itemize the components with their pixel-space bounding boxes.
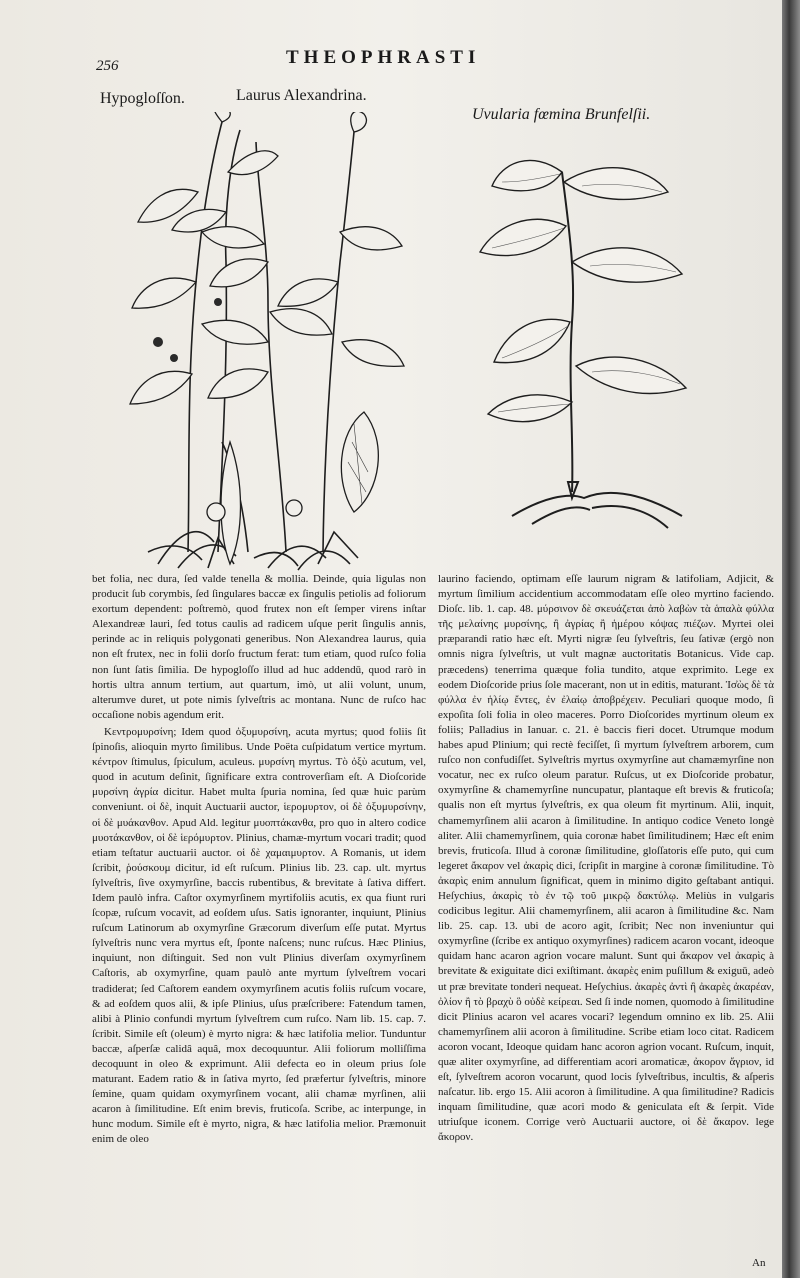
paragraph: laurino faciendo, optimam eſſe laurum nigram & latifoliam, Adjicit, & myrtum ſimilium accidentium accommodatam eſſe oleo myrtino faciendo. Dioſc. lib. 1. cap. 48. μύρσινον δὲ σκευάζεται ἀπὸ λαβὼν τὰ ἁπαλὰ φύλλα τῆς μελαίνης μυρσίνης, ἢ ἀγρίας ἢ ἡμέρου κόψας πιέζων. Myrtei olei præparandi ratio hæc eſt. Myrti nigræ ſeu ſylveſtris, ſeu ſativæ (ergò non omnis nigra ſylveſtris, ut vult magnæ auctoritatis Botanicus. Vide cap. præcedens) tenerrima quæque folia tundito, atque exprimito. Lege ex eodem Dioſcoride prius ſole macerant, non ut in editis, maturant. Ἰσ̓ὼς δὲ τὰ φύλλα ἐν ἡλίῳ ἔντες, ἐν ἐλαίῳ ἀποβρέχειν. Peculiari quoque modo, ſi expoſita ſoli folia in oleo maceres. Porro Dioſcorides myrtinum oleum ex foliis; Palladius in Ianuar. c. 21. è baccis fieri docet. Utrumque modum habes apud Plinium; qui rectè feciſſet, ſi myrtum ſylveſtrem arborem, cum ruſco non confudiſſet. Sylveſtris myrtus oxymyrſine aut chamæmyrſine non vocatur, nec ex ruſco oleum paratur. Ruſcus, ut ex Dioſcoride probatur, oxymyrſine & chamemyrſine nuncupatur, plantaque eſt brevis & fruticoſa; qualis non eſt myrtus ſylveſtris, ex qua oleum fit myrtinum. Alii, inquit, chamemyrſinem alii acaron à ſimilitudine. In antiquo codice Veneto longè aliter. Alii chamemyrſinem, quia coronæ habet ſimilitudinem; Hæc eſt enim brevis, fruticoſa. Illud à coronæ ſimilitudine, gloſſatoris eſſe puto, qui cum legeret ἄκαρον vel ἀκαρὶς dici, ſcripſit in margine à coronæ ſimilitudine. Τὸ ἀκαρὶς enim annulum ſignificat, quem in minimo digito geſtabant antiqui. Heſychius, ἀκαρὶς τὸ ἐν τῷ τοῦ μικρῷ δακτύλῳ. Meliùs in vulgaris codicibus legitur. Alii chamemyrſinem, alii acaron à ſimilitudine &c. Nam lib. 25. cap. 13. ubi de acoro agit, ſcribit; Nec non inveniuntur qui oxymyrſine (ſcribe ex antiquo oxymyrſines) radicem acaron vocant, ideoque quidam hanc acaron agrion vocare malunt. Sunt qui ἄκαρον vel ἀκαρὶς à brevitate & exiguitate dici exiſtimant. ἀκαρὲς enim puſillum & exiguū, adeò ut præ brevitate tonderi nequeat. Heſychius. ἀκαρὲς ἀντὶ ἢ ἀκαρὲς ἀκαρέαν, ὀλίον ἢ τὸ βραχὺ ὃ οὐδὲ κείρεαι. Sed ſi inde nomen, quomodo à ſimilitudine dicit Plinius acaron vel acares vocari? legendum omnino ex lib. 25. Alii chamemyrſinem alii acoron à ſimilitudine. Scribe etiam loco citat. Radicem acoron vocant, Ideoque quidam hanc acoron agrion vocant. Ruſcum, inquit, quæ aliter oxymyrſine, ad differentiam acori aromaticæ, ἀκορον ἄγριον, id eſt, ſylveſtrem acoron vocarunt, quod locis ſylveſtribus, incultis, & aſperis naſcatur. lib. ergo 15. Alii acoron à ſimilitudine. A qua ſimilitudine? Radicis inquam ſimilitudine, quæ acori modo & geniculata eſt & ſerpit. Vide utriuſque iconem. Corrige verò Auctuarii auctore, οἱ δὲ ἄκαρον. lege ἄκορον.	[438, 573, 774, 1144]
catchword: An	[752, 1257, 766, 1269]
caption-hypoglosson: Hypogloſſon.	[100, 90, 185, 107]
caption-laurus-alexandrina: Laurus Alexandrina.	[236, 87, 367, 104]
woodcut-hypoglosson-laurus	[118, 112, 408, 574]
running-head: THEOPHRASTI	[286, 47, 481, 68]
book-edge	[782, 0, 800, 1278]
paragraph: bet folia, nec dura, ſed valde tenella & mollia. Deinde, quia ligulas non producit ſub corymbis, ſed ſingulares baccæ ex ſingulis petiolis ad foliorum exortum dependent: poſtremò, quod frutex non eſt ſemper virens inſtar Alexandreæ lauri, ſed totus caulis ad radicem uſque perit ſingulis annis, perinde ac in reliquis polygonati generibus. Non Alexandrea laurus, quia non eſt frutex, nec in folii dorſo fructum ferat: tum etiam, quod ruſco folia non ſunt ſatis ſimilia. De hypogloſſo illud ad huc addendū, quod rarò in hortis ultra annum tertium, aut quartum, imò, ut alii volunt, unum, alterumve duret, ut pote nimis ſylveſtris ac montana. Nunc de ruſco hac occaſione nobis agendum erit.	[92, 573, 426, 721]
paragraph: Κεντρομυρσίνη; Idem quod ὀξυμυρσίνη, acuta myrtus; quod foliis ſit ſpinoſis, alioquin myrto ſimilibus. Unde Poëta cuſpidatum vertice myrtum. κέντρον ſtimulus, ſpiculum, aculeus. μυρσίνη myrtus. Τὸ ὀξὺ acutum, vel, quod in acutum deſinit, ſignificare extra controverſiam eſt. A Dioſcoride μυρσίνη ἀγρία dicitur. Habet multa ſpuria nomina, ſed quæ huic parùm conveniunt. οἱ δὲ, inquit Auctuarii auctor, ἱερομυρτον, οἱ δὲ ὀξυμυρσίνην, οἱ δὲ μυάκανθον. Apud Ald. legitur μυοπτάκανθα, pro quo in altero codice μυοτάκανθον, οἱ δὲ ἱερόμυρτον. Plinius, chamæ-myrtum vocari tradit; quod etiam teſtatur auctuarii auctor. οἱ δὲ χαμαιμυρτον. A Romanis, ut idem ſcribit, ῥούσκουμ dicitur, id eſt ruſcum. Plinius lib. 23. cap. ult. myrtus ſylveſtris, ſive oxymyrſine, baccis rubentibus, & brevitate à ſativa differt. Idem paulò infra. Caſtor oxymyrſinem myrtifoliis acutis, ex qua fiunt ruri ſcopæ, ruſcum vocavit, ad eoſdem uſus. Satis ignoranter, inquiunt, Plinius ruſcum Latinorum ab oxymyrſine Græcorum diverſum eſſe putat. Myrtus ſylveſtris nunc vera myrtus eſt, ſponte naſcens; nunc ruſcus. Hæc Plinius, inquiunt, non diſtinguit. Sed non vult Plinius diverſam oxymyrſinem Caſtoris, ab oxymyrſine, quam paulò ante myrtum ſylveſtrem vocari tradiderat; ſed Caſtorem eandem oxymyrſinem acutis foliis ruſcum vocare, & ad eoſdem quos alii, & ipſe Plinius, uſus præſcribere: Fatendum tamen, alibi à Plinio confundi myrtum ſylveſtrem cum ruſco. Nam lib. 15. cap. 7. ſcribit. Simile eſt (oleum) è myrto nigra: & hæc latifolia melior. Tunduntur baccæ, aſperſæ calidâ aquâ, mox decoquuntur. Alii foliorum molliſſima decoquunt in oleo & exprimunt. Alii defecta eo in oleum prius ſole maturant. Eadem ratio & in ſativa myrto, ſed præfertur ſylveſtris, minore ſemine, quam quidam oxymyrſinem vocant, alii chamæ myrſinen, alii acaron à ſimilitudine. Eſt enim brevis, fruticoſa. Scribe, ac interpunge, in hunc modum. Simile eſt è myrto, nigra, & hæc latifolia melior. Præmonuit enim de oleo	[92, 725, 426, 1146]
text-column-right	[438, 572, 774, 1148]
text-column-left	[92, 572, 426, 1150]
woodcut-uvularia	[472, 152, 698, 532]
caption-uvularia: Uvularia fœmina Brunfelſii.	[472, 106, 651, 123]
page-number: 256	[96, 58, 119, 74]
